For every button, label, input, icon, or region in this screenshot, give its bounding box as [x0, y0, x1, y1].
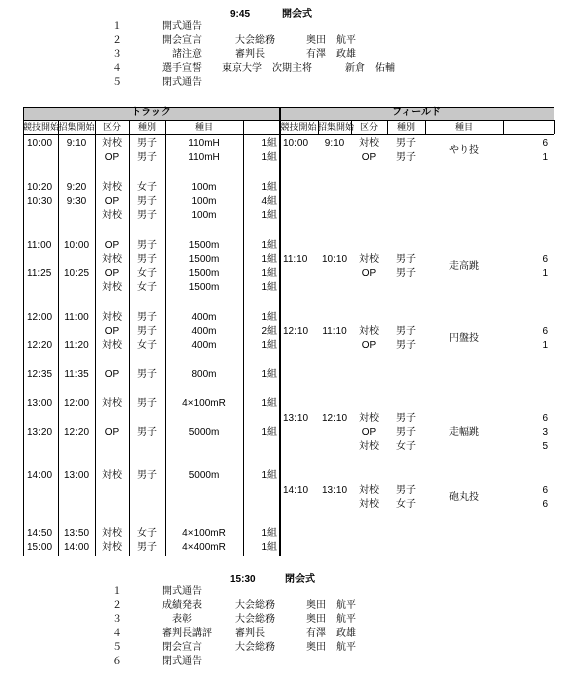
- opening-time: 9:45: [230, 9, 251, 20]
- field-division: OP: [361, 152, 377, 163]
- field-count: 1: [542, 152, 548, 163]
- track-division: 対校: [102, 470, 122, 481]
- column-header: 種別: [137, 122, 156, 132]
- item-number: １: [112, 586, 122, 597]
- item-title: 表彰: [162, 614, 192, 625]
- track-event: 400m: [191, 326, 217, 337]
- track-event: 5000m: [188, 427, 220, 438]
- track-heats: 1組: [261, 282, 277, 293]
- item-number: ３: [112, 49, 122, 60]
- track-division: 対校: [102, 340, 122, 351]
- track-division: OP: [104, 369, 120, 380]
- track-start-time: 11:25: [27, 268, 52, 279]
- track-heats: 1組: [261, 542, 277, 553]
- item-number: ４: [112, 63, 122, 74]
- track-call-time: 10:00: [63, 240, 90, 251]
- field-count: 6: [542, 485, 548, 496]
- field-division: OP: [361, 340, 377, 351]
- track-start-time: 12:35: [27, 369, 53, 380]
- track-call-time: 9:30: [66, 196, 87, 207]
- field-section-title: フィールド: [392, 107, 441, 118]
- item-title: 閉式通告: [162, 656, 202, 667]
- item-role: 審判長: [235, 628, 265, 639]
- field-division: 対校: [359, 254, 379, 265]
- track-sex: 女子: [137, 528, 157, 539]
- track-sex: 男子: [137, 240, 157, 251]
- track-division: OP: [104, 268, 120, 279]
- column-header: 区分: [359, 122, 378, 132]
- track-event: 100m: [191, 182, 217, 193]
- track-start-time: 10:20: [27, 182, 53, 193]
- track-event: 800m: [191, 369, 217, 380]
- field-start-time: 10:00: [283, 138, 309, 149]
- track-start-time: 13:20: [27, 427, 53, 438]
- track-sex: 男子: [137, 196, 157, 207]
- item-person: 新倉 佑輔: [345, 63, 395, 74]
- field-sex: 女子: [396, 441, 416, 452]
- track-event: 5000m: [188, 470, 220, 481]
- track-heats: 1組: [261, 528, 277, 539]
- field-division: 対校: [359, 441, 379, 452]
- field-start-time: 13:10: [283, 413, 309, 424]
- track-division: OP: [104, 196, 120, 207]
- item-person: 有澤 政雄: [306, 628, 356, 639]
- field-event: 走高跳: [449, 261, 479, 272]
- field-sex: 男子: [396, 427, 416, 438]
- track-heats: 1組: [261, 268, 277, 279]
- closing-time: 15:30: [230, 574, 256, 585]
- track-call-time: 13:50: [63, 528, 90, 539]
- field-event: やり投: [449, 145, 479, 156]
- field-count: 6: [542, 499, 548, 510]
- field-event: 走幅跳: [449, 427, 479, 438]
- track-division: OP: [104, 326, 120, 337]
- field-sex: 男子: [396, 268, 416, 279]
- field-sex: 女子: [396, 499, 416, 510]
- track-event: 1500m: [188, 282, 220, 293]
- item-number: ５: [112, 77, 122, 88]
- item-title: 開式通告: [162, 21, 202, 32]
- column-header: 種目: [194, 122, 213, 132]
- track-sex: 男子: [137, 427, 157, 438]
- track-event: 1500m: [188, 240, 220, 251]
- item-person: 奥田 航平: [306, 642, 356, 653]
- field-count: 6: [542, 254, 548, 265]
- track-division: 対校: [102, 210, 122, 221]
- track-heats: 1組: [261, 240, 277, 251]
- field-division: 対校: [359, 138, 379, 149]
- track-start-time: 15:00: [27, 542, 53, 553]
- track-division: 対校: [102, 528, 122, 539]
- item-person: 有澤 政雄: [306, 49, 356, 60]
- track-division: 対校: [102, 542, 122, 553]
- track-heats: 1組: [261, 369, 277, 380]
- track-heats: 1組: [261, 340, 277, 351]
- track-call-time: 9:20: [66, 182, 87, 193]
- track-event: 100m: [191, 196, 217, 207]
- item-number: ２: [112, 35, 122, 46]
- track-call-time: 11:00: [64, 312, 89, 323]
- field-count: 3: [542, 427, 548, 438]
- track-sex: 男子: [137, 326, 157, 337]
- column-header: 区分: [102, 122, 121, 132]
- track-event: 110mH: [188, 152, 220, 163]
- item-number: ５: [112, 642, 122, 653]
- track-division: OP: [104, 152, 120, 163]
- track-division: 対校: [102, 254, 122, 265]
- track-division: 対校: [102, 282, 122, 293]
- track-heats: 1組: [261, 398, 277, 409]
- column-header: 競技開始: [23, 122, 60, 132]
- track-sex: 女子: [137, 182, 157, 193]
- column-header: 種目: [454, 122, 473, 132]
- item-title: 閉式通告: [162, 77, 202, 88]
- field-count: 6: [542, 326, 548, 337]
- track-sex: 男子: [137, 398, 157, 409]
- track-sex: 男子: [137, 369, 157, 380]
- item-number: １: [112, 21, 122, 32]
- column-header: 競技開始: [280, 122, 317, 132]
- track-section-title: トラック: [131, 107, 171, 118]
- track-event: 1500m: [188, 268, 220, 279]
- track-heats: 1組: [261, 254, 277, 265]
- track-start-time: 10:00: [27, 138, 53, 149]
- track-call-time: 11:35: [64, 369, 89, 380]
- track-sex: 女子: [137, 268, 157, 279]
- track-heats: 2組: [261, 326, 277, 337]
- column-divider: [387, 120, 388, 134]
- track-start-time: 12:00: [27, 312, 53, 323]
- track-call-time: 12:20: [63, 427, 90, 438]
- track-sex: 男子: [137, 312, 157, 323]
- track-call-time: 10:25: [63, 268, 90, 279]
- track-sex: 男子: [137, 542, 157, 553]
- track-start-time: 14:50: [27, 528, 53, 539]
- track-division: OP: [104, 427, 120, 438]
- field-sex: 男子: [396, 413, 416, 424]
- item-person: 奥田 航平: [306, 614, 356, 625]
- track-heats: 1組: [261, 182, 277, 193]
- field-division: OP: [361, 268, 377, 279]
- field-call-time: 12:10: [321, 413, 348, 424]
- item-title: 審判長講評: [162, 628, 212, 639]
- table-top-border: [23, 107, 554, 108]
- item-title: 成績発表: [162, 600, 202, 611]
- track-division: OP: [104, 240, 120, 251]
- track-start-time: 10:30: [27, 196, 53, 207]
- item-person: 奥田 航平: [306, 600, 356, 611]
- track-sex: 男子: [137, 138, 157, 149]
- field-division: 対校: [359, 413, 379, 424]
- field-call-time: 11:10: [322, 326, 347, 337]
- field-start-time: 12:10: [283, 326, 309, 337]
- item-number: ６: [112, 656, 122, 667]
- field-sex: 男子: [396, 340, 416, 351]
- field-sex: 男子: [396, 152, 416, 163]
- track-start-time: 14:00: [27, 470, 53, 481]
- closing-title: 閉会式: [285, 574, 315, 585]
- track-heats: 1組: [261, 470, 277, 481]
- track-division: 対校: [102, 398, 122, 409]
- item-title: 閉会宣言: [162, 642, 202, 653]
- field-call-time: 9:10: [324, 138, 345, 149]
- track-division: 対校: [102, 138, 122, 149]
- item-title: 開式通告: [162, 586, 202, 597]
- opening-title: 開会式: [282, 9, 312, 20]
- header-bottom-border: [23, 134, 554, 135]
- track-heats: 1組: [261, 427, 277, 438]
- table-left-border: [23, 107, 24, 556]
- track-heats: 1組: [261, 312, 277, 323]
- column-divider: [425, 120, 426, 134]
- table-right-border: [554, 120, 555, 134]
- field-call-time: 13:10: [321, 485, 348, 496]
- column-divider: [503, 120, 504, 134]
- item-person: 奥田 航平: [306, 35, 356, 46]
- track-heats: 1組: [261, 152, 277, 163]
- track-call-time: 14:00: [63, 542, 90, 553]
- track-start-time: 11:00: [27, 240, 52, 251]
- item-role: 大会総務: [235, 35, 275, 46]
- column-divider: [318, 120, 319, 134]
- field-sex: 男子: [396, 326, 416, 337]
- item-title: 開会宣言: [162, 35, 202, 46]
- track-start-time: 13:00: [27, 398, 53, 409]
- track-event: 4×100mR: [182, 398, 226, 409]
- track-division: 対校: [102, 312, 122, 323]
- field-count: 5: [542, 441, 548, 452]
- track-sex: 女子: [137, 340, 157, 351]
- track-heats: 4組: [261, 196, 277, 207]
- field-sex: 男子: [396, 138, 416, 149]
- column-header: 招集開始: [318, 122, 355, 132]
- field-call-time: 10:10: [321, 254, 348, 265]
- track-sex: 男子: [137, 152, 157, 163]
- field-event: 円盤投: [449, 333, 479, 344]
- track-sex: 男子: [137, 210, 157, 221]
- track-event: 1500m: [188, 254, 220, 265]
- track-heats: 1組: [261, 210, 277, 221]
- item-role: 大会総務: [235, 642, 275, 653]
- item-role: 審判長: [235, 49, 265, 60]
- field-division: OP: [361, 427, 377, 438]
- column-header: 招集開始: [58, 122, 95, 132]
- field-sex: 男子: [396, 254, 416, 265]
- track-sex: 男子: [137, 470, 157, 481]
- track-start-time: 12:20: [27, 340, 53, 351]
- track-event: 4×100mR: [182, 528, 226, 539]
- field-start-time: 11:10: [283, 254, 308, 265]
- item-role: 大会総務: [235, 600, 275, 611]
- track-sex: 男子: [137, 254, 157, 265]
- field-division: 対校: [359, 326, 379, 337]
- field-division: 対校: [359, 499, 379, 510]
- field-start-time: 14:10: [283, 485, 309, 496]
- track-call-time: 11:20: [64, 340, 89, 351]
- track-sex: 女子: [137, 282, 157, 293]
- column-divider: [351, 120, 352, 134]
- track-call-time: 13:00: [63, 470, 90, 481]
- track-event: 110mH: [188, 138, 220, 149]
- track-event: 400m: [191, 340, 217, 351]
- field-count: 1: [542, 268, 548, 279]
- field-division: 対校: [359, 485, 379, 496]
- track-field-divider: [279, 107, 281, 556]
- track-event: 4×400mR: [182, 542, 226, 553]
- item-number: ４: [112, 628, 122, 639]
- track-event: 400m: [191, 312, 217, 323]
- track-division: 対校: [102, 182, 122, 193]
- track-event: 100m: [191, 210, 217, 221]
- field-count: 6: [542, 138, 548, 149]
- track-heats: 1組: [261, 138, 277, 149]
- track-call-time: 12:00: [63, 398, 90, 409]
- field-event: 砲丸投: [449, 492, 479, 503]
- item-title: 諸注意: [162, 49, 202, 60]
- field-count: 1: [542, 340, 548, 351]
- column-header: 種別: [396, 122, 415, 132]
- field-count: 6: [542, 413, 548, 424]
- field-sex: 男子: [396, 485, 416, 496]
- item-number: ３: [112, 614, 122, 625]
- item-role: 東京大学 次期主将: [222, 63, 312, 74]
- item-number: ２: [112, 600, 122, 611]
- item-title: 選手宣誓: [162, 63, 202, 74]
- item-role: 大会総務: [235, 614, 275, 625]
- track-call-time: 9:10: [66, 138, 87, 149]
